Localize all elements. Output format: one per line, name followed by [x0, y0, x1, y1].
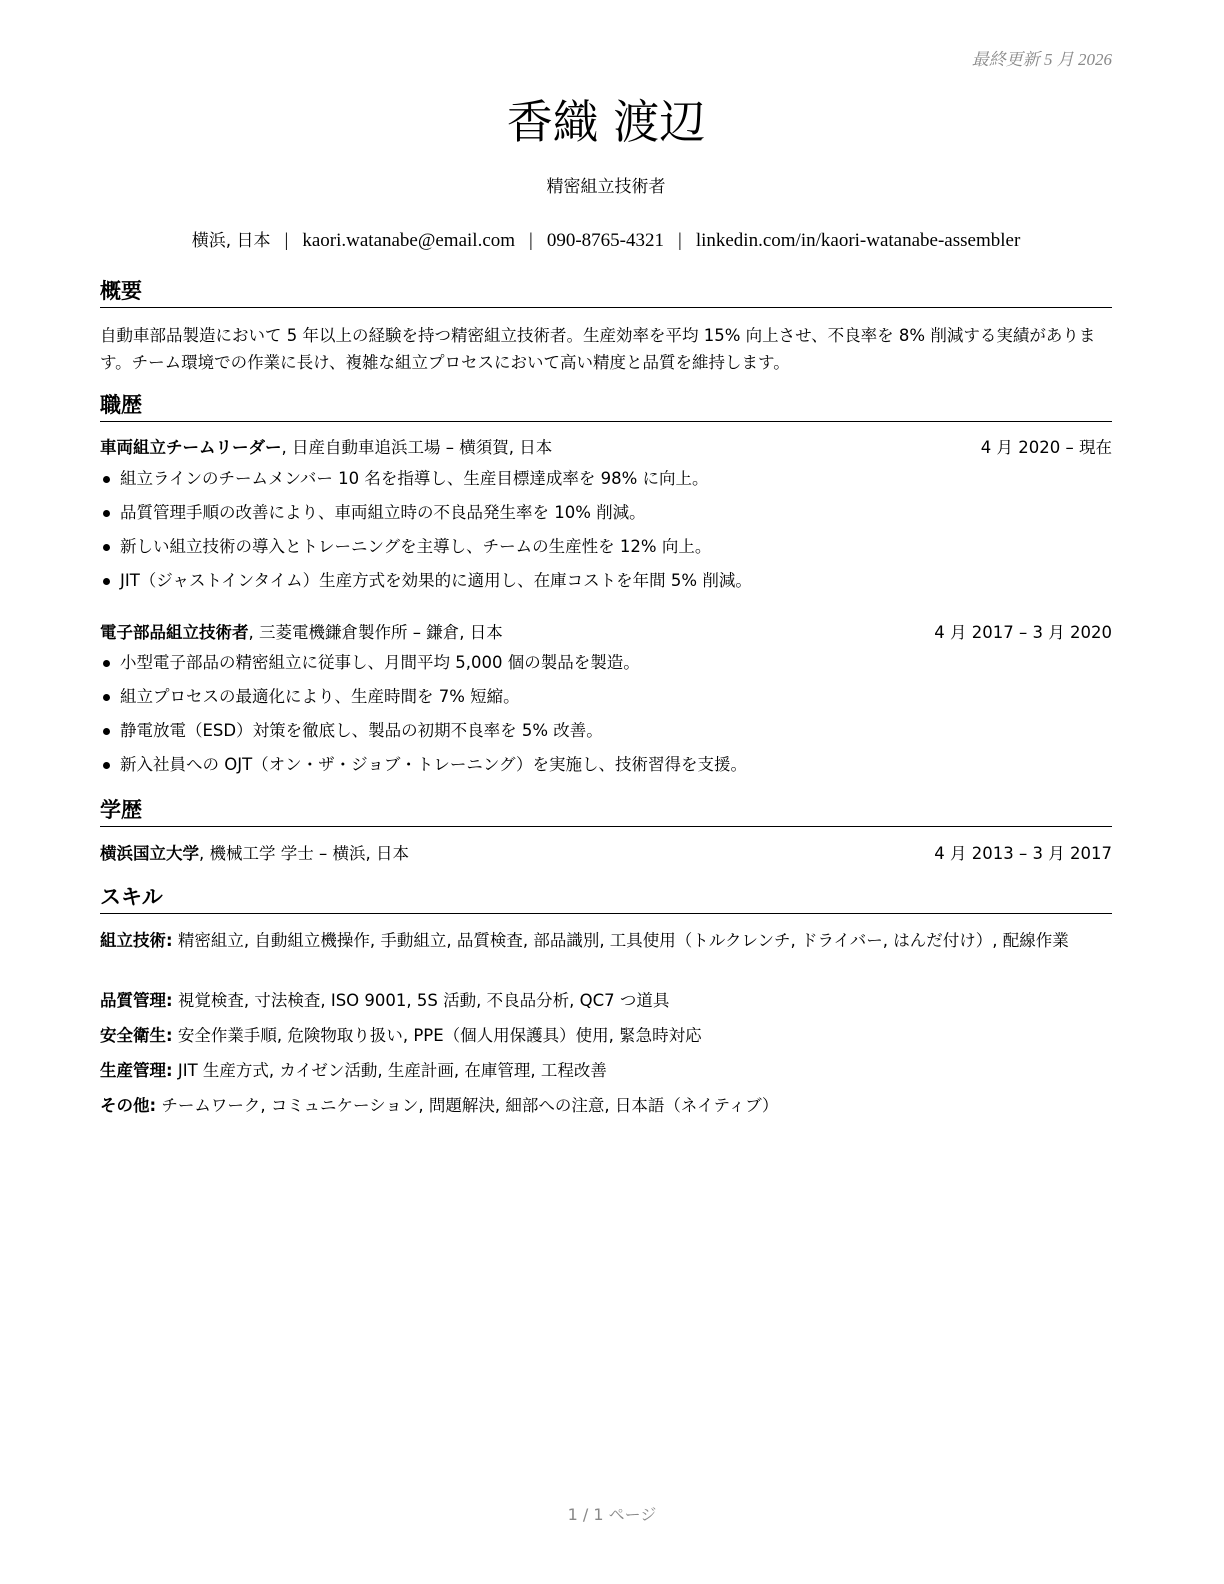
skill-row [100, 1058, 1112, 1084]
job-header [100, 620, 1112, 646]
contact-line [100, 226, 1112, 252]
job-bullets [100, 466, 1112, 602]
education-dates: 4 月 2013 – 3 月 2017 [934, 844, 1112, 863]
contact-separator: | [284, 230, 289, 251]
skill-label: 品質管理: [100, 991, 173, 1010]
education-detail: , 機械工学 学士 – 横浜, 日本 [199, 844, 409, 863]
job-bullet: 組立プロセスの最適化により、生産時間を 7% 短縮。 [100, 684, 1112, 718]
section-title-experience: 職歴 [100, 392, 1112, 422]
education-entry [100, 841, 1112, 867]
skill-text: JIT 生産方式, カイゼン活動, 生産計画, 在庫管理, 工程改善 [172, 1061, 607, 1080]
contact-separator: | [678, 230, 682, 251]
summary-text: 自動車部品製造において 5 年以上の経験を持つ精密組立技術者。生産効率を平均 15% 向上させ、不良率を 8% 削減する実績があります。チーム環境での作業に長け、複雑な組立プロセスにおいて高い精度と品質を維持します。 [100, 326, 1096, 372]
job-position: 電子部品組立技術者 [100, 623, 249, 642]
job-header [100, 435, 1112, 461]
skill-label: 生産管理: [100, 1061, 173, 1080]
job-bullet: 新しい組立技術の導入とトレーニングを主導し、チームの生産性を 12% 向上。 [100, 534, 1112, 568]
section-title-summary: 概要 [100, 278, 1112, 308]
job-org: , 三菱電機鎌倉製作所 – 鎌倉, 日本 [248, 623, 503, 642]
section-title-education: 学歴 [100, 797, 1112, 827]
skill-row [100, 1023, 1112, 1049]
skill-row [100, 1093, 1112, 1119]
skill-row [100, 928, 1112, 954]
job-dates: 4 月 2020 – 現在 [980, 438, 1112, 457]
skill-row [100, 988, 1112, 1014]
resume-page [100, 0, 1112, 1584]
skill-text: 精密組立, 自動組立機操作, 手動組立, 品質検査, 部品識別, 工具使用（トルクレンチ, ドライバー, はんだ付け）, 配線作業 [172, 931, 1069, 950]
contact-phone: 090-8765-4321 [546, 230, 664, 251]
job-dates: 4 月 2017 – 3 月 2020 [934, 623, 1112, 642]
page-indicator: 1 / 1 ページ [567, 1505, 657, 1524]
job-bullet: 小型電子部品の精密組立に従事し、月間平均 5,000 個の製品を製造。 [100, 650, 1112, 684]
contact-separator: | [529, 230, 533, 251]
contact-linkedin[interactable]: linkedin.com/in/kaori-watanabe-assembler [695, 230, 1021, 251]
job-org: , 日産自動車追浜工場 – 横須賀, 日本 [281, 438, 553, 457]
job-bullet: 新入社員への OJT（オン・ザ・ジョブ・トレーニング）を実施し、技術習得を支援。 [100, 752, 1112, 786]
job-bullets [100, 650, 1112, 786]
section-title-skills: スキル [100, 884, 1112, 914]
skill-text: 視覚検査, 寸法検査, ISO 9001, 5S 活動, 不良品分析, QC7 つ道具 [172, 991, 670, 1010]
contact-email[interactable]: kaori.watanabe@email.com [302, 230, 516, 251]
job-position: 車両組立チームリーダー [100, 438, 282, 457]
contact-location: 横浜, 日本 [191, 231, 271, 251]
job-bullet: JIT（ジャストインタイム）生産方式を効果的に適用し、在庫コストを年間 5% 削減。 [100, 568, 1112, 602]
skill-label: その他: [100, 1096, 157, 1115]
skill-label: 組立技術: [100, 931, 173, 950]
candidate-name: 香織 渡辺 [506, 95, 706, 149]
skill-text: 安全作業手順, 危険物取り扱い, PPE（個人用保護具）使用, 緊急時対応 [172, 1026, 702, 1045]
education-school: 横浜国立大学 [100, 844, 199, 863]
candidate-role: 精密組立技術者 [546, 177, 666, 197]
job-bullet: 品質管理手順の改善により、車両組立時の不良品発生率を 10% 削減。 [100, 500, 1112, 534]
last-updated: 最終更新 5 月 2026 [971, 50, 1112, 69]
skill-label: 安全衛生: [100, 1026, 173, 1045]
skill-text: チームワーク, コミュニケーション, 問題解決, 細部への注意, 日本語（ネイティブ） [156, 1096, 779, 1115]
job-bullet: 組立ラインのチームメンバー 10 名を指導し、生産目標達成率を 98% に向上。 [100, 466, 1112, 500]
job-bullet: 静電放電（ESD）対策を徹底し、製品の初期不良率を 5% 改善。 [100, 718, 1112, 752]
